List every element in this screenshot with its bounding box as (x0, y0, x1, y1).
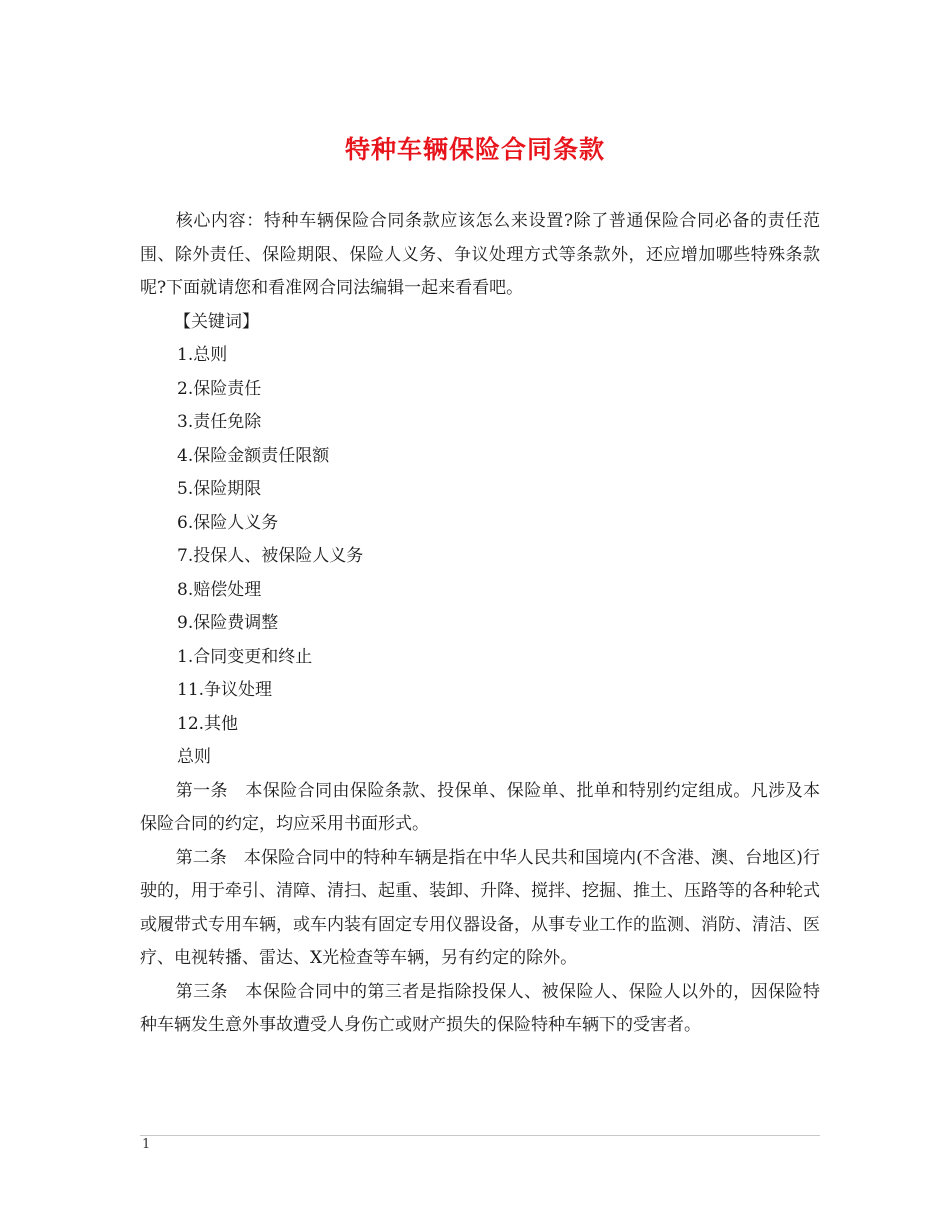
document-body (140, 205, 820, 1043)
toc-item: 5.保险期限 (177, 479, 262, 499)
toc-item: 9.保险费调整 (177, 613, 279, 633)
keywords-heading: 【关键词】 (174, 311, 259, 332)
toc-item: 4.保险金额责任限额 (177, 445, 330, 466)
article-paragraph: 第一条 本保险合同由保险条款、投保单、保险单、批单和特别约定组成。凡涉及本保险合同的约定，均应采用书面形式。 (140, 780, 820, 834)
document-title: 特种车辆保险合同条款 (344, 135, 605, 164)
footer-rule (140, 1135, 820, 1136)
toc-item: 6.保险人义务 (177, 512, 279, 533)
toc-item: 2.保险责任 (177, 378, 262, 399)
page-number: 1 (142, 1137, 151, 1152)
toc-item: 12.其他 (177, 713, 239, 734)
section-heading: 总则 (177, 747, 211, 767)
toc-item: 8.赔偿处理 (177, 579, 262, 600)
toc-item: 7.投保人、被保险人义务 (177, 546, 364, 566)
toc-item: 1.合同变更和终止 (177, 646, 313, 667)
article-paragraph: 第三条 本保险合同中的第三者是指除投保人、被保险人、保险人以外的，因保险特种车辆发生意外事故遭受人身伤亡或财产损失的保险特种车辆下的受害者。 (140, 981, 820, 1035)
toc-item: 1.总则 (177, 345, 228, 365)
toc-item: 11.争议处理 (177, 680, 273, 700)
intro-paragraph: 核心内容：特种车辆保险合同条款应该怎么来设置?除了普通保险合同必备的责任范围、除外责任、保险期限、保险人义务、争议处理方式等条款外，还应增加哪些特殊条款呢?下面就请您和看准网合同法编辑一起来看看吧。 (140, 211, 820, 298)
toc-item: 3.责任免除 (177, 412, 262, 432)
article-paragraph: 第二条 本保险合同中的特种车辆是指在中华人民共和国境内(不含港、澳、台地区)行驶的，用于牵引、清障、清扫、起重、装卸、升降、搅拌、挖掘、推土、压路等的各种轮式或履带式专用车辆，或车内装有固定专用仪器设备，从事专业工作的监测、消防、清洁、医疗、电视转播、雷达、X光检查等车辆，另有约定的除外。 (140, 847, 820, 968)
